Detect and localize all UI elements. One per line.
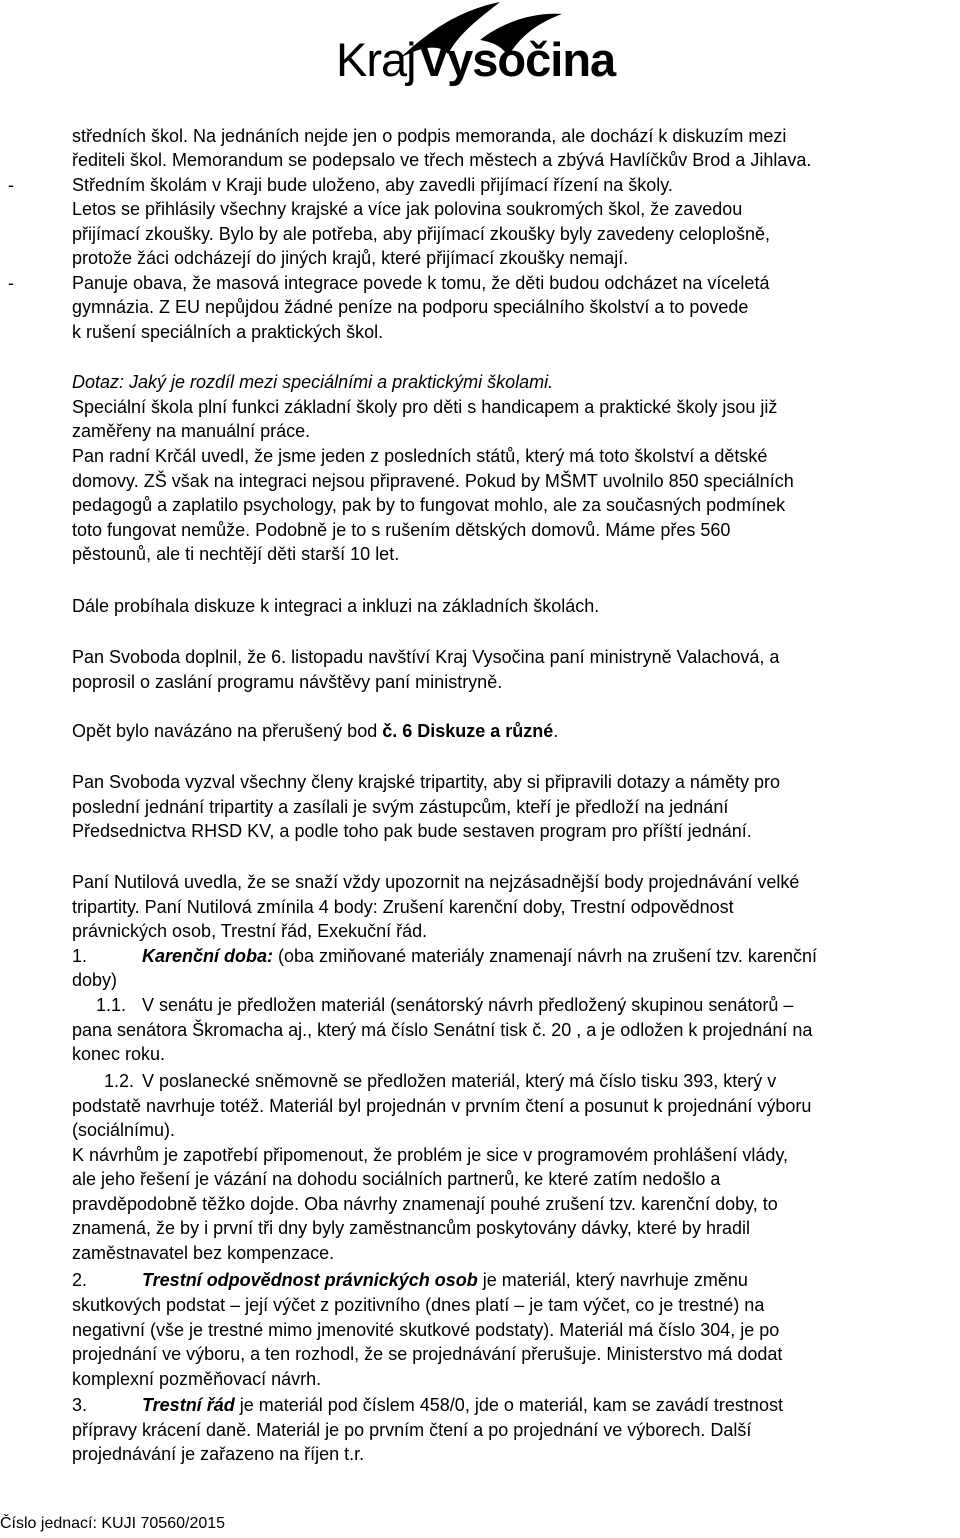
numbered-item-1: 1. Karenční doba: (oba zmiňované materiály znamenají návrh na zrušení tzv. karenční	[72, 946, 817, 966]
text-line: středních škol. Na jednáních nejde jen o podpis memoranda, ale dochází k diskuzím mezi	[72, 126, 787, 146]
text-line: zaměstnavatel bez kompenzace.	[72, 1243, 335, 1263]
text-line: konec roku.	[72, 1044, 166, 1064]
text-line: doby)	[72, 970, 118, 990]
text-line: poprosil o zaslání programu návštěvy paní ministryně.	[72, 672, 503, 692]
text-line: poslední jednání tripartity a zasílali je svým zástupcům, kteří je předloží na jednání	[72, 797, 729, 817]
text-line: K návrhům je zapotřebí připomenout, že problém je sice v programovém prohlášení vlády,	[72, 1145, 789, 1165]
text-line: přípravy krácení daně. Materiál je po prvním čtení a po projednání ve výborech. Další	[72, 1420, 752, 1440]
text-line: ale jeho řešení je vázání na dohodu sociálních partnerů, ke které zatím nedošlo a	[72, 1169, 721, 1189]
text-line: podstatě navrhuje totéž. Materiál byl projednán v prvním čtení a posunut k projednání výboru	[72, 1096, 812, 1116]
text-line: pravděpodobně těžko dojde. Oba návrhy znamenají pouhé zrušení tzv. karenční doby, to	[72, 1194, 778, 1214]
text-line: tripartity. Paní Nutilová zmínila 4 body: Zrušení karenční doby, Trestní odpovědnost	[72, 897, 734, 917]
text-line: pana senátora Škromacha aj., který má číslo Senátní tisk č. 20 , a je odložen k projednání na	[72, 1020, 813, 1040]
text-line: negativní (vše je trestné mimo jmenovité skutkové podstaty). Materiál má číslo 304, je po	[72, 1320, 780, 1340]
text-line: pěstounů, ale ti nechtějí děti starší 10 let.	[72, 544, 400, 564]
list-dash: -	[8, 273, 14, 293]
text-line: skutkových podstat – její výčet z pozitivního (dnes platí – je tam výčet, co je trestné) na	[72, 1295, 765, 1315]
numbered-item-3: 3. Trestní řád je materiál pod číslem 458/0, jde o materiál, kam se zavádí trestnost	[72, 1395, 783, 1415]
question-line: Dotaz: Jaký je rozdíl mezi speciálními a praktickými školami.	[72, 372, 554, 392]
text-line: řediteli škol. Memorandum se podepsalo ve třech městech a zbývá Havlíčkův Brod a Jihlava.	[72, 150, 812, 170]
text-line: Panuje obava, že masová integrace povede k tomu, že děti budou odcházet na víceletá	[72, 273, 770, 293]
text-line: Opět bylo navázáno na přerušený bod č. 6 Diskuze a různé.	[72, 721, 559, 741]
text-line: Letos se přihlásily všechny krajské a více jak polovina soukromých škol, že zavedou	[72, 199, 743, 219]
text-line: přijímací zkoušky. Bylo by ale potřeba, aby přijímací zkoušky byly zavedeny celoplošně,	[72, 224, 770, 244]
text-line: Pan Svoboda doplnil, že 6. listopadu navštíví Kraj Vysočina paní ministryně Valachová, a	[72, 647, 780, 667]
text-line: zaměřeny na manuální práce.	[72, 421, 311, 441]
text-line: (sociálnímu).	[72, 1120, 176, 1140]
logo-text: Kraj Vysočina	[336, 33, 616, 86]
text-line: protože žáci odcházejí do jiných krajů, které přijímací zkoušky nemají.	[72, 248, 629, 268]
text-line: pedagogů a zaplatilo psychology, pak by to fungovat mohlo, ale za současných podmínek	[72, 495, 786, 515]
text-line: Středním školám v Kraji bude uloženo, aby zavedli přijímací řízení na školy.	[72, 175, 673, 195]
numbered-item-1-2: 1.2. V poslanecké sněmovně se předložen materiál, který má číslo tisku 393, který v	[104, 1071, 777, 1091]
text-line: Speciální škola plní funkci základní školy pro děti s handicapem a praktické školy jsou již	[72, 397, 778, 417]
text-line: Pan Svoboda vyzval všechny členy krajské tripartity, aby si připravili dotazy a náměty pro	[72, 772, 780, 792]
text-line: domovy. ZŠ však na integraci nejsou připravené. Pokud by MŠMT uvolnilo 850 speciálních	[72, 471, 794, 491]
text-line: k rušení speciálních a praktických škol.	[72, 322, 384, 342]
text-line: Předsednictva RHSD KV, a podle toho pak bude sestaven program pro příští jednání.	[72, 821, 752, 841]
kraj-vysocina-logo	[330, 0, 616, 92]
text-line: toto fungovat nemůže. Podobně je to s rušením dětských domovů. Máme přes 560	[72, 520, 731, 540]
text-line: Pan radní Krčál uvedl, že jsme jeden z posledních států, který má toto školství a dětské	[72, 446, 768, 466]
numbered-item-1-1: 1.1. V senátu je předložen materiál (senátorský návrh předložený skupinou senátorů –	[96, 995, 794, 1015]
numbered-item-2: 2. Trestní odpovědnost právnických osob je materiál, který navrhuje změnu	[72, 1270, 748, 1290]
text-line: znamená, že by i první tři dny byly zaměstnancům poskytovány dávky, které by hradil	[72, 1218, 750, 1238]
text-line: Paní Nutilová uvedla, že se snaží vždy upozornit na nejzásadnější body projednávání velké	[72, 872, 800, 892]
reference-number: Číslo jednací: KUJI 70560/2015	[0, 1515, 226, 1532]
text-line: komplexní pozměňovací návrh.	[72, 1369, 322, 1389]
text-line: právnických osob, Trestní řád, Exekuční řád.	[72, 921, 428, 941]
text-line: gymnázia. Z EU nepůjdou žádné peníze na podporu speciálního školství a to povede	[72, 297, 749, 317]
text-line: projednání ve výboru, a ten rozhodl, že se projednávání přerušuje. Ministerstvo má dodat	[72, 1344, 783, 1364]
list-dash: -	[8, 175, 14, 195]
text-line: projednávání je zařazeno na říjen t.r.	[72, 1444, 365, 1464]
text-line: Dále probíhala diskuze k integraci a inkluzi na základních školách.	[72, 596, 600, 616]
